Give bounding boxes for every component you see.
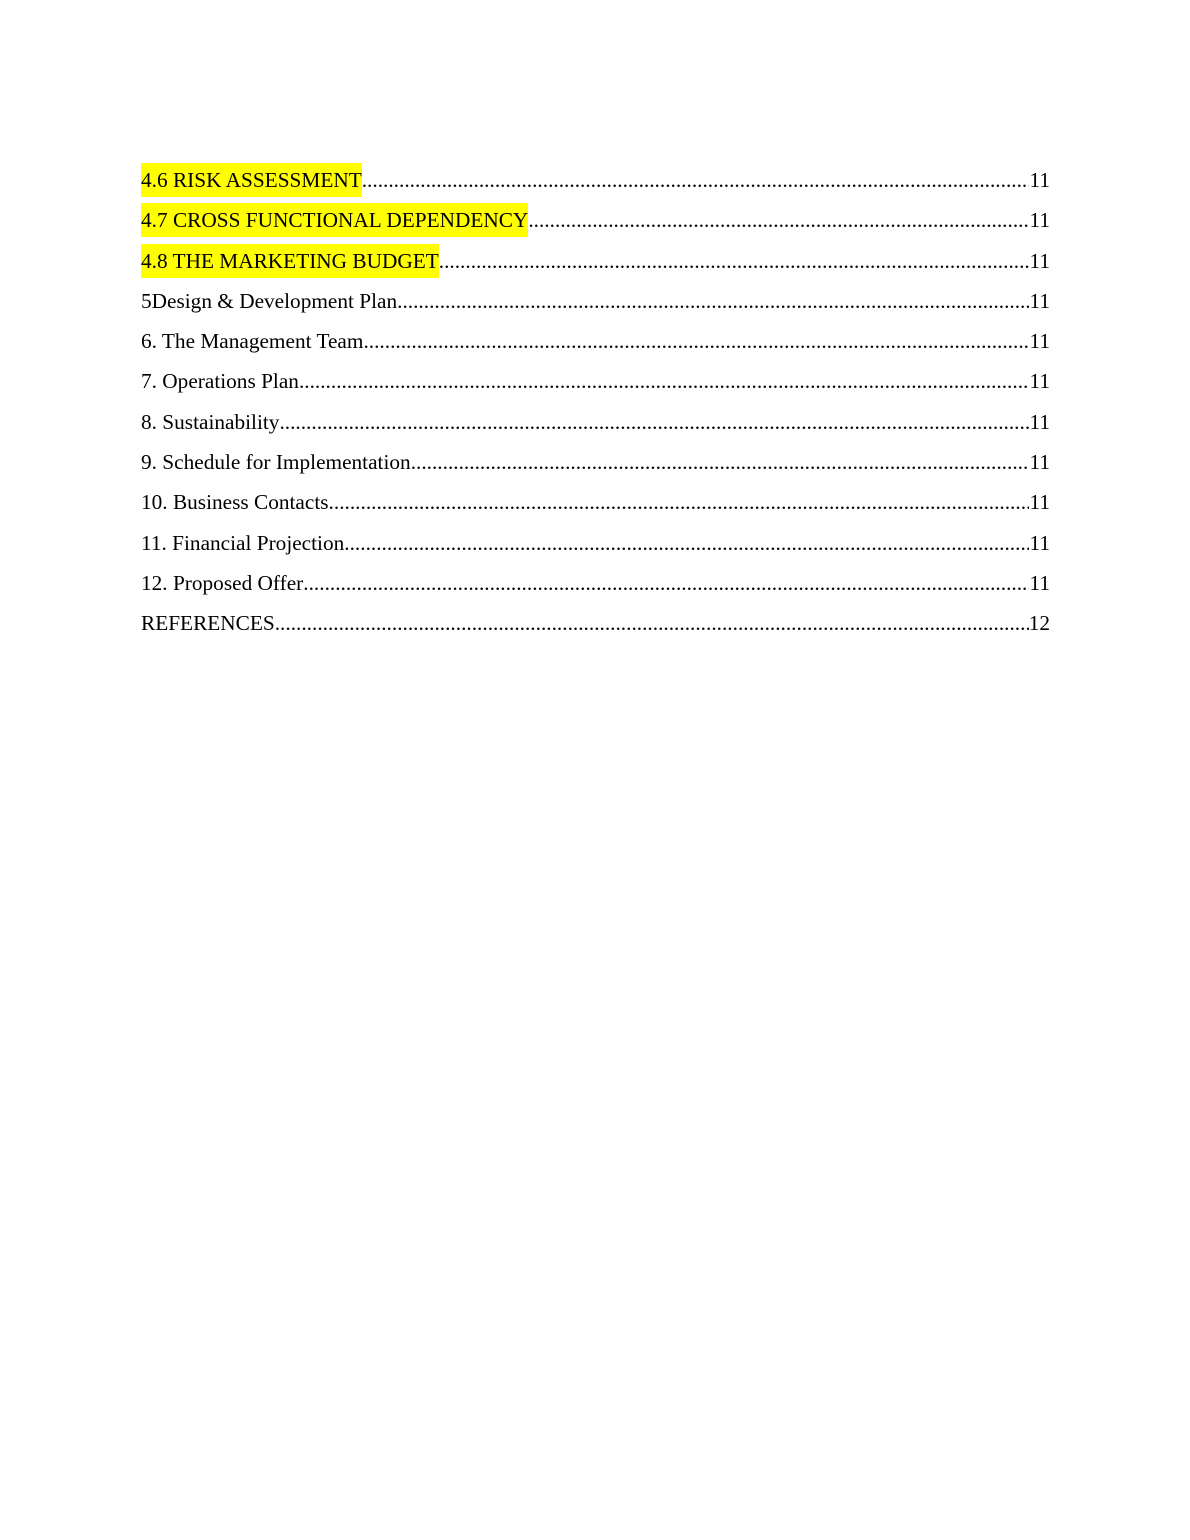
toc-dot-leader	[439, 244, 1030, 278]
toc-page-number: 11	[1029, 450, 1050, 475]
toc-dot-leader	[303, 566, 1029, 600]
toc-entry-label: 12. Proposed Offer	[141, 570, 304, 595]
toc-entry-label: 9. Schedule for Implementation	[141, 450, 411, 475]
toc-entry-label: 4.6 RISK ASSESSMENT	[141, 163, 362, 197]
toc-dot-leader	[329, 485, 1030, 519]
toc-page-number: 11	[1029, 570, 1050, 595]
toc-page-number: 11	[1029, 409, 1050, 434]
toc-entry-label: 11. Financial Projection	[141, 530, 345, 555]
toc-entry-label: 8. Sustainability	[141, 409, 280, 434]
toc-dot-leader	[528, 203, 1029, 237]
toc-entry-proposed-offer[interactable]	[141, 566, 1050, 606]
toc-dot-leader	[275, 606, 1029, 640]
toc-entry-operations-plan[interactable]	[141, 364, 1050, 404]
toc-page-number: 11	[1029, 208, 1050, 233]
toc-entry-label: 7. Operations Plan	[141, 369, 299, 394]
toc-entry-management-team[interactable]	[141, 324, 1050, 364]
table-of-contents	[141, 163, 1050, 647]
toc-entry-risk-assessment[interactable]	[141, 163, 1050, 203]
toc-page-number: 11	[1029, 490, 1050, 515]
toc-entry-marketing-budget[interactable]	[141, 244, 1050, 284]
toc-entry-label: 6. The Management Team	[141, 329, 364, 354]
toc-page-number: 11	[1029, 369, 1050, 394]
toc-entry-business-contacts[interactable]	[141, 485, 1050, 525]
toc-dot-leader	[397, 284, 1029, 318]
toc-page-number: 11	[1029, 168, 1050, 192]
toc-dot-leader	[362, 163, 1030, 197]
toc-entry-schedule-for-implementation[interactable]	[141, 445, 1050, 485]
toc-entry-financial-projection[interactable]	[141, 526, 1050, 566]
toc-page-number: 12	[1028, 611, 1050, 636]
toc-entry-label: 4.8 THE MARKETING BUDGET	[141, 244, 439, 278]
toc-page-number: 11	[1029, 288, 1050, 313]
toc-entry-label: 10. Business Contacts	[141, 490, 329, 515]
toc-dot-leader	[363, 324, 1029, 358]
toc-entry-label: 5Design & Development Plan	[141, 288, 398, 313]
toc-dot-leader	[279, 405, 1029, 439]
toc-entry-design-development-plan[interactable]	[141, 284, 1050, 324]
toc-dot-leader	[411, 445, 1030, 479]
toc-entry-cross-functional-dependency[interactable]	[141, 203, 1050, 243]
toc-entry-sustainability[interactable]	[141, 405, 1050, 445]
toc-entry-label: 4.7 CROSS FUNCTIONAL DEPENDENCY	[141, 203, 528, 237]
toc-dot-leader	[344, 526, 1029, 560]
toc-entry-label: REFERENCES	[141, 611, 275, 636]
toc-entry-references[interactable]	[141, 606, 1050, 646]
toc-page-number: 11	[1029, 530, 1050, 555]
toc-page-number: 11	[1029, 248, 1050, 273]
toc-dot-leader	[299, 364, 1030, 398]
toc-page-number: 11	[1029, 329, 1050, 354]
